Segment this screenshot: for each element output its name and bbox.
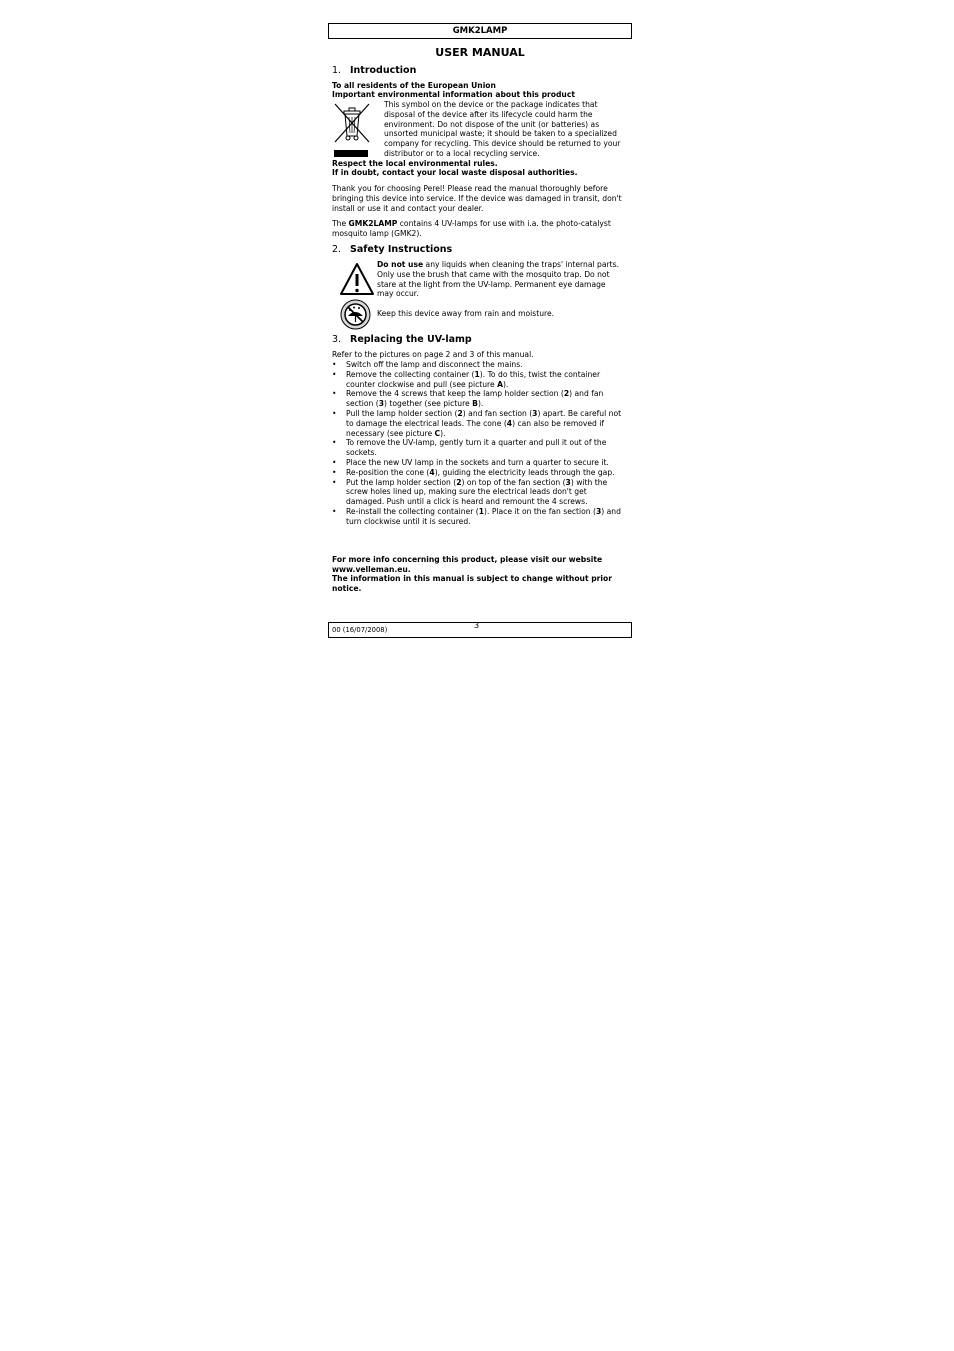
step-ref: 3 — [565, 477, 571, 487]
step-text: Re-position the cone ( — [346, 467, 430, 477]
section-heading-safety — [332, 244, 452, 255]
no-moisture-icon — [340, 299, 371, 330]
eu-respect-rules: Respect the local environmental rules. — [332, 159, 498, 168]
list-item — [332, 360, 624, 370]
step-text: ) with the screw holes lined up, making sure the electrical leads don't get damaged. Push until a click is heard and remount the 4 screws. — [346, 477, 608, 507]
step-text: ). — [440, 428, 446, 438]
eu-environment-heading: Important environmental information about this product — [332, 90, 575, 99]
list-item — [332, 478, 624, 507]
step-ref: 2 — [457, 408, 463, 418]
step-ref: 1 — [478, 506, 485, 516]
safety-warning-bold: Do not use — [377, 260, 424, 269]
list-item — [332, 409, 624, 438]
section-heading-introduction — [332, 65, 416, 76]
step-ref: 4 — [429, 467, 435, 477]
step-text: Re-install the collecting container ( — [346, 506, 479, 516]
step-text: Place the new UV lamp in the sockets and turn a quarter to secure it. — [346, 457, 609, 467]
replace-intro: Refer to the pictures on page 2 and 3 of this manual. — [332, 350, 534, 359]
more-info-text: For more info concerning this product, please visit our website www.velleman.eu. — [332, 555, 603, 574]
footer-box — [328, 622, 632, 638]
eu-if-in-doubt: If in doubt, contact your local waste disposal authorities. — [332, 168, 578, 177]
change-notice-text: The information in this manual is subject to change without prior notice. — [332, 574, 612, 593]
step-text: ), guiding the electricity leads through the gap. — [434, 467, 615, 477]
safety-moisture-text: Keep this device away from rain and moisture. — [377, 309, 555, 318]
page-number: 3 — [474, 621, 480, 630]
bullet: • — [332, 457, 337, 467]
list-item — [332, 370, 624, 390]
step-text: ) and fan section ( — [462, 408, 533, 418]
step-text: Pull the lamp holder section ( — [346, 408, 458, 418]
step-text: ). To do this, twist the container counter clockwise and pull (see picture — [346, 369, 601, 389]
safety-warning-rest: any liquids when cleaning the traps' internal parts. Only use the brush that came with the mosquito trap. Do not stare at the light from the UV-lamp. Permanent eye damage may occur. — [377, 260, 619, 299]
step-text: ). Place it on the fan section ( — [484, 506, 596, 516]
step-ref: 2 — [456, 477, 462, 487]
bullet: • — [332, 360, 337, 369]
step-text: Switch off the lamp and disconnect the mains. — [346, 360, 523, 369]
bullet: • — [332, 408, 337, 418]
warning-triangle-icon — [339, 262, 375, 296]
step-ref: 4 — [506, 418, 513, 428]
bullet: • — [332, 389, 337, 399]
step-text: ). — [477, 399, 484, 409]
step-ref: B — [472, 399, 478, 409]
list-item — [332, 389, 624, 409]
section-title: Replacing the UV-lamp — [350, 334, 472, 345]
step-text: ) and fan section ( — [346, 389, 604, 409]
replace-steps-list — [332, 360, 624, 527]
bullet: • — [332, 506, 337, 516]
list-item — [332, 468, 624, 478]
bullet: • — [332, 477, 337, 487]
step-ref: 2 — [563, 389, 570, 399]
contains-paragraph — [332, 219, 612, 239]
page-title: USER MANUAL — [435, 46, 525, 59]
thanks-paragraph: Thank you for choosing Perel! Please read the manual thoroughly before bringing this device into service. If the device was damaged in transit, don't install or use it and contact your dealer. — [332, 184, 622, 213]
step-text: ) and turn clockwise until it is secured. — [346, 506, 621, 526]
step-text: ) on top of the fan section ( — [461, 477, 566, 487]
step-text: ) can also be removed if necessary (see picture — [346, 418, 605, 438]
step-text: Remove the 4 screws that keep the lamp holder section ( — [346, 389, 564, 399]
step-ref: 3 — [595, 506, 602, 516]
step-ref: 1 — [474, 369, 480, 379]
step-text: To remove the UV-lamp, gently turn it a quarter and pull it out of the sockets. — [346, 438, 607, 458]
eu-disposal-text: This symbol on the device or the package indicates that disposal of the device after its lifecycle could harm the environment. Do not dispose of the unit (or batteries) as unsorted municipal waste; it should be taken to a specialized company for recycling. This device should be returned to your distributor or to a local recycling service. — [384, 100, 621, 158]
step-text: ) together (see picture — [384, 399, 473, 409]
step-text: Remove the collecting container ( — [346, 369, 475, 379]
safety-warning-text — [377, 260, 622, 299]
header-model: GMK2LAMP — [452, 26, 508, 36]
section-title: Introduction — [350, 65, 417, 76]
section-number: 1. — [332, 65, 342, 76]
bullet: • — [332, 467, 337, 477]
bullet: • — [332, 369, 337, 379]
step-text: ) apart. Be careful not to damage the electrical leads. The cone ( — [346, 408, 622, 428]
contains-suffix: contains 4 UV-lamps for use with i.a. the photo-catalyst mosquito lamp (GMK2). — [332, 219, 611, 238]
section-number: 2. — [332, 244, 342, 255]
eu-residents-heading: To all residents of the European Union — [332, 81, 496, 90]
contains-prefix: The — [332, 219, 349, 228]
section-title: Safety Instructions — [350, 244, 453, 255]
step-text: Put the lamp holder section ( — [346, 477, 457, 487]
footer-version: 00 (16/07/2008) — [332, 626, 388, 634]
list-item — [332, 507, 624, 527]
list-item — [332, 438, 624, 458]
section-heading-replacing — [332, 334, 472, 345]
weee-crossed-bin-icon — [333, 102, 371, 158]
step-text: ). — [502, 379, 509, 389]
section-number: 3. — [332, 334, 342, 345]
step-ref: 3 — [378, 399, 385, 409]
step-ref: C — [434, 428, 441, 438]
bullet: • — [332, 438, 337, 448]
list-item — [332, 458, 624, 468]
header-model-box — [328, 23, 632, 39]
step-ref: A — [497, 379, 503, 389]
contains-model: GMK2LAMP — [348, 219, 398, 228]
step-ref: 3 — [532, 408, 538, 418]
